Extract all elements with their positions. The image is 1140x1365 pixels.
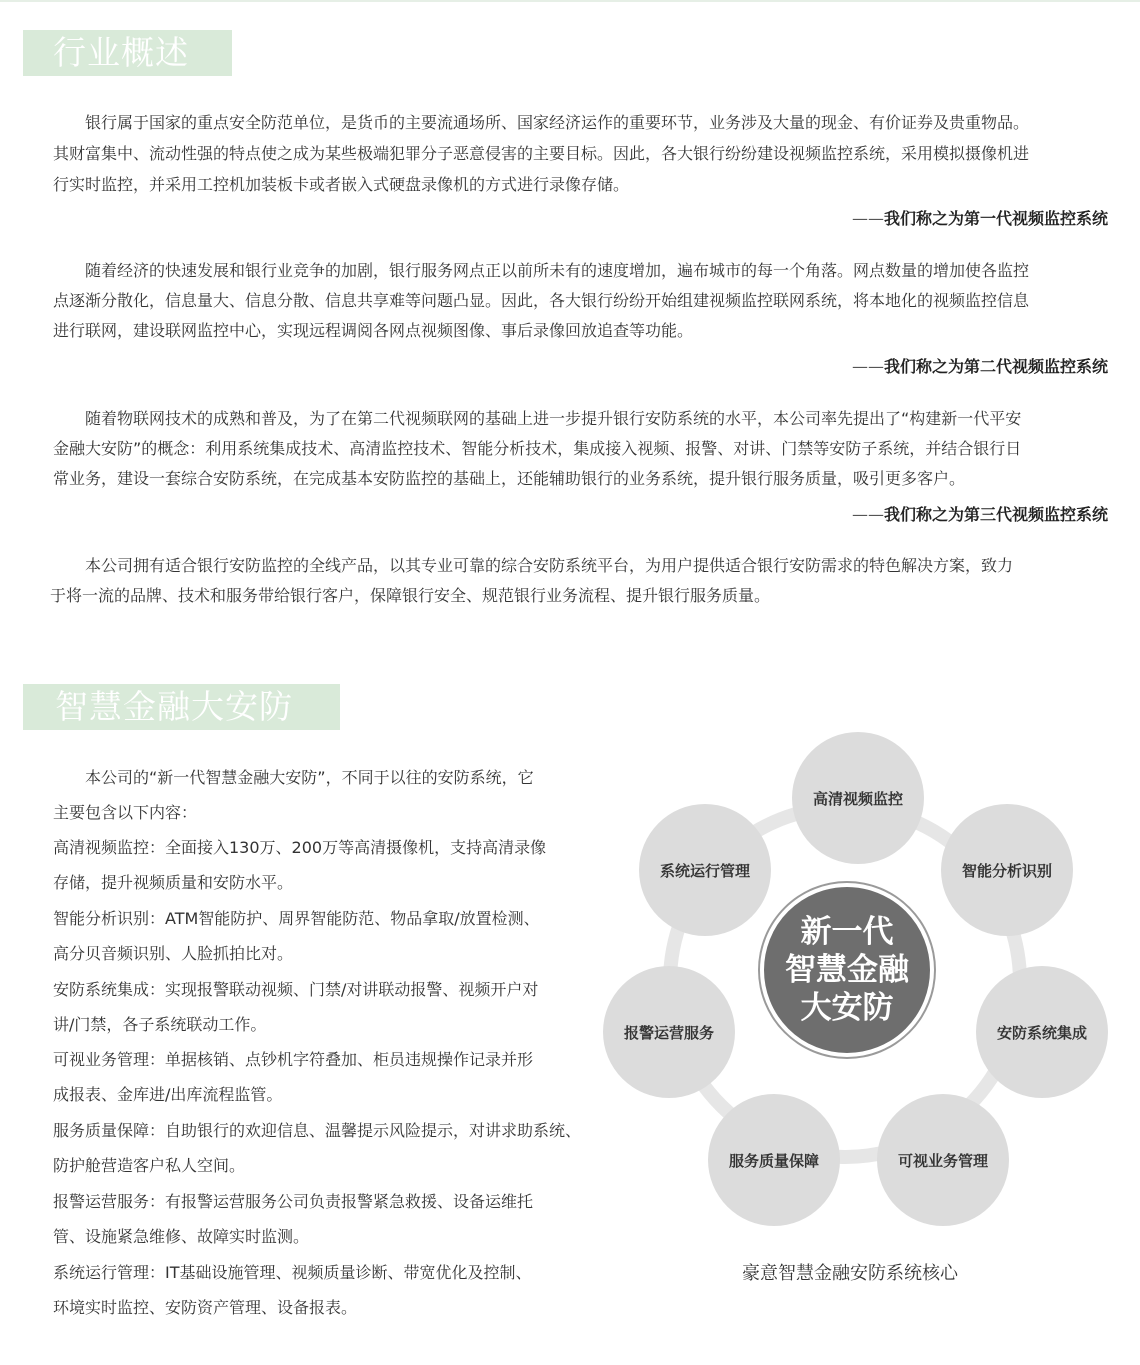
feature-smart-analysis-line-2: 高分贝音频识别、人脸抓拍比对。 bbox=[53, 944, 294, 963]
feature-alarm-line-2: 管、设施紧急维修、故障实时监测。 bbox=[53, 1227, 310, 1246]
paragraph-3-line-3: 常业务，建设一套综合安防系统，在完成基本安防监控的基础上，还能辅助银行的业务系统，提升银行服务质量，吸引更多客户。 bbox=[53, 469, 966, 488]
diagram-caption: 豪意智慧金融安防系统核心 bbox=[742, 1263, 958, 1284]
node-alarm-operation: 报警运营服务 bbox=[603, 966, 735, 1098]
intro-line-1: 本公司的“新一代智慧金融大安防”，不同于以往的安防系统，它 bbox=[85, 768, 534, 787]
node-service-quality: 服务质量保障 bbox=[708, 1094, 840, 1226]
signature-dash: —— bbox=[851, 357, 884, 376]
core-line-3: 大安防 bbox=[800, 990, 894, 1026]
core-line-1: 新一代 bbox=[800, 914, 894, 950]
signature-dash: —— bbox=[851, 505, 884, 524]
section-title-industry-overview: 行业概述 bbox=[23, 30, 232, 76]
signature-text: 我们称之为第三代视频监控系统 bbox=[883, 505, 1108, 524]
node-system-operation: 系统运行管理 bbox=[639, 804, 771, 936]
paragraph-2-line-2: 点逐渐分散化，信息量大、信息分散、信息共享难等问题凸显。因此，各大银行纷纷开始组建视频监控联网系统，将本地化的视频监控信息 bbox=[53, 291, 1030, 310]
paragraph-2-line-1: 随着经济的快速发展和银行业竞争的加剧，银行服务网点正以前所未有的速度增加，遍布城市的每一个角落。网点数量的增加使各监控 bbox=[85, 261, 1030, 280]
feature-hd-video-line-2: 存储，提升视频质量和安防水平。 bbox=[53, 873, 294, 892]
paragraph-3-line-1: 随着物联网技术的成熟和普及，为了在第二代视频联网的基础上进一步提升银行安防系统的水平，本公司率先提出了“构建新一代平安 bbox=[85, 409, 1022, 428]
signature-1 bbox=[852, 206, 1108, 229]
paragraph-2-line-3: 进行联网，建设联网监控中心，实现远程调阅各网点视频图像、事后录像回放追查等功能。 bbox=[53, 321, 694, 340]
security-core-diagram bbox=[600, 730, 1090, 1260]
signature-3 bbox=[852, 502, 1108, 525]
node-smart-analysis: 智能分析识别 bbox=[941, 804, 1073, 936]
feature-ops-line-1: 系统运行管理：IT基础设施管理、视频质量诊断、带宽优化及控制、 bbox=[53, 1263, 532, 1282]
feature-hd-video-line-1: 高清视频监控：全面接入130万、200万等高清摄像机，支持高清录像 bbox=[53, 838, 547, 857]
paragraph-3-line-2: 金融大安防”的概念：利用系统集成技术、高清监控技术、智能分析技术，集成接入视频、报警、对讲、门禁等安防子系统，并结合银行日 bbox=[53, 439, 1022, 458]
intro-line-2: 主要包含以下内容： bbox=[53, 803, 198, 822]
core-line-2: 智慧金融 bbox=[785, 952, 909, 988]
paragraph-4-line-2: 于将一流的品牌、技术和服务带给银行客户，保障银行安全、规范银行业务流程、提升银行服务质量。 bbox=[50, 586, 771, 605]
paragraph-1-line-3: 行实时监控，并采用工控机加装板卡或者嵌入式硬盘录像机的方式进行录像存储。 bbox=[53, 175, 630, 194]
signature-2 bbox=[852, 354, 1108, 377]
paragraph-4-line-1: 本公司拥有适合银行安防监控的全线产品，以其专业可靠的综合安防系统平台，为用户提供适合银行安防需求的特色解决方案，致力 bbox=[85, 556, 1014, 575]
feature-alarm-line-1: 报警运营服务：有报警运营服务公司负责报警紧急救援、设备运维托 bbox=[53, 1192, 534, 1211]
diagram-core bbox=[760, 883, 934, 1057]
top-divider bbox=[0, 0, 1140, 2]
feature-service-line-2: 防护舱营造客户私人空间。 bbox=[53, 1156, 246, 1175]
paragraph-1-line-1: 银行属于国家的重点安全防范单位，是货币的主要流通场所、国家经济运作的重要环节，业务涉及大量的现金、有价证券及贵重物品。 bbox=[85, 113, 1030, 132]
signature-text: 我们称之为第二代视频监控系统 bbox=[883, 357, 1108, 376]
paragraph-1-line-2: 其财富集中、流动性强的特点使之成为某些极端犯罪分子恶意侵害的主要目标。因此，各大银行纷纷建设视频监控系统，采用模拟摄像机进 bbox=[53, 144, 1030, 163]
signature-dash: —— bbox=[851, 209, 884, 228]
feature-integration-line-1: 安防系统集成：实现报警联动视频、门禁/对讲联动报警、视频开户对 bbox=[53, 980, 539, 999]
feature-ops-line-2: 环境实时监控、安防资产管理、设备报表。 bbox=[53, 1298, 358, 1317]
feature-smart-analysis-line-1: 智能分析识别：ATM智能防护、周界智能防范、物品拿取/放置检测、 bbox=[53, 909, 540, 928]
feature-business-line-1: 可视业务管理：单据核销、点钞机字符叠加、柜员违规操作记录并形 bbox=[53, 1050, 534, 1069]
section-title-smart-finance-security: 智慧金融大安防 bbox=[23, 684, 340, 730]
feature-business-line-2: 成报表、金库进/出库流程监管。 bbox=[53, 1085, 283, 1104]
node-business-management: 可视业务管理 bbox=[877, 1094, 1009, 1226]
node-system-integration: 安防系统集成 bbox=[976, 966, 1108, 1098]
signature-text: 我们称之为第一代视频监控系统 bbox=[883, 209, 1108, 228]
feature-integration-line-2: 讲/门禁，各子系统联动工作。 bbox=[53, 1015, 267, 1034]
feature-service-line-1: 服务质量保障：自助银行的欢迎信息、温馨提示风险提示，对讲求助系统、 bbox=[53, 1121, 582, 1140]
node-hd-video: 高清视频监控 bbox=[792, 732, 924, 864]
